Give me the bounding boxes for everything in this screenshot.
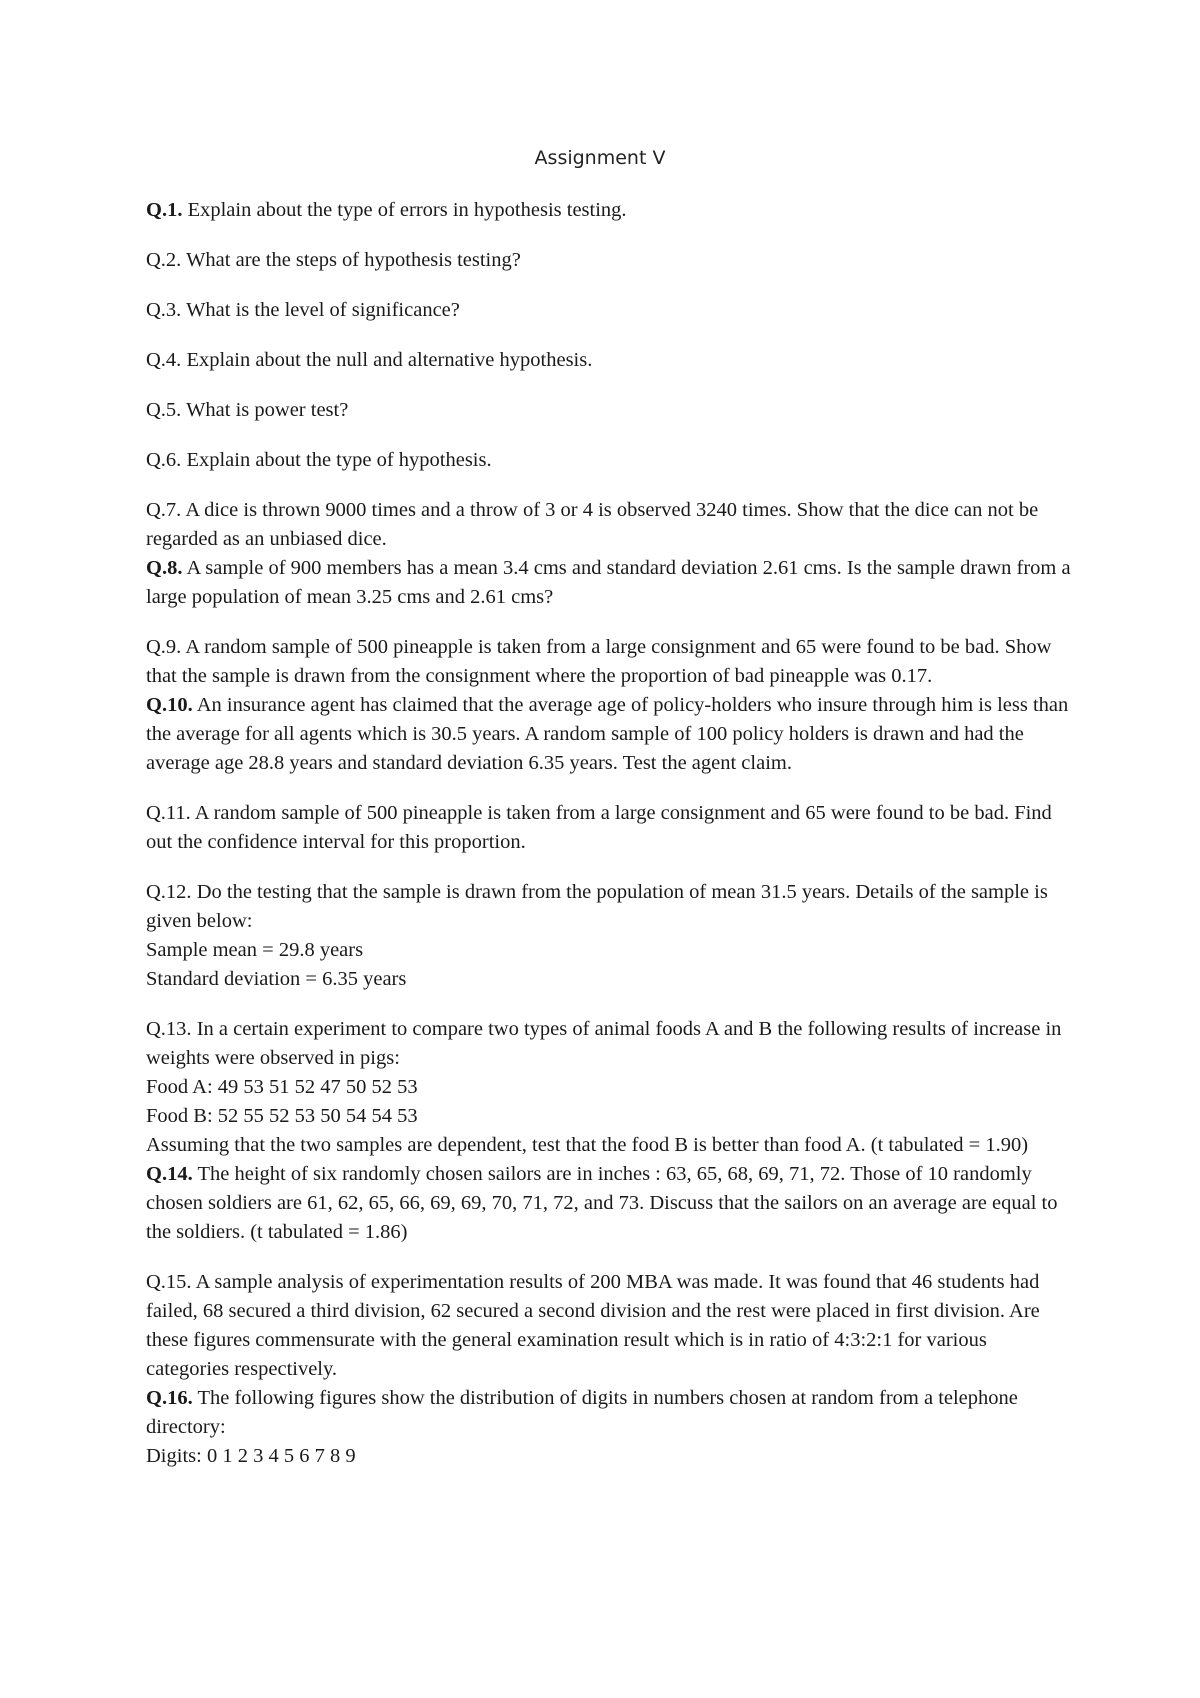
question-item [146, 878, 1071, 994]
question-item [146, 799, 1071, 857]
question-item [146, 246, 1071, 275]
question-item [146, 554, 1071, 612]
question-text: The height of six randomly chosen sailors are in inches : 63, 65, 68, 69, 71, 72. Those of 10 randomly chosen soldiers are 61, 62, 65, 66, 69, 69, 70, 71, 72, and 73. Discuss that the sailors on an average are equal to the soldiers. (t tabulated = 1.86) [146, 1163, 1058, 1243]
question-detail-line: Food B: 52 55 52 53 50 54 54 53 [146, 1105, 418, 1127]
question-text: What is the level of significance? [186, 299, 460, 321]
question-list [146, 196, 1071, 1471]
question-number: Q.13. [146, 1018, 192, 1040]
question-item [146, 496, 1071, 554]
question-detail-line: Sample mean = 29.8 years [146, 939, 364, 961]
question-number: Q.2. [146, 249, 182, 271]
question-number: Q.11. [146, 802, 191, 824]
question-text: Explain about the null and alternative hypothesis. [186, 349, 593, 371]
question-text: A sample of 900 members has a mean 3.4 cms and standard deviation 2.61 cms. Is the sample drawn from a large population of mean 3.25 cms and 2.61 cms? [146, 557, 1071, 608]
question-text: What are the steps of hypothesis testing? [186, 249, 521, 271]
question-text: Explain about the type of errors in hypothesis testing. [187, 199, 627, 221]
question-item [146, 1268, 1071, 1384]
question-number: Q.15. [146, 1271, 192, 1293]
question-item [146, 1015, 1071, 1160]
question-text: A random sample of 500 pineapple is taken from a large consignment and 65 were found to be bad. Show that the sample is drawn from the consignment where the proportion of bad pineapple was 0.17. [146, 636, 1052, 687]
question-detail-line: Standard deviation = 6.35 years [146, 968, 407, 990]
question-text: An insurance agent has claimed that the average age of policy-holders who insure through him is less than the average for all agents which is 30.5 years. A random sample of 100 policy holders is drawn and had the average age 28.8 years and standard deviation 6.35 years. Test the agent claim. [146, 694, 1069, 774]
question-text: What is power test? [186, 399, 349, 421]
question-number: Q.5. [146, 399, 182, 421]
question-text: A sample analysis of experimentation results of 200 MBA was made. It was found that 46 students had failed, 68 secured a third division, 62 secured a second division and the rest were placed in first division. Are these figures commensurate with the general examination result which is in ratio of 4:3:2:1 for various categories respectively. [146, 1271, 1040, 1380]
question-detail-line: Food A: 49 53 51 52 47 50 52 53 [146, 1076, 418, 1098]
question-number: Q.1. [146, 199, 183, 221]
question-text: A dice is thrown 9000 times and a throw of 3 or 4 is observed 3240 times. Show that the dice can not be regarded as an unbiased dice. [146, 499, 1039, 550]
question-text: Do the testing that the sample is drawn from the population of mean 31.5 years. Details of the sample is given below: [146, 881, 1048, 932]
question-item [146, 446, 1071, 475]
question-number: Q.14. [146, 1163, 193, 1185]
question-item [146, 296, 1071, 325]
question-item [146, 396, 1071, 425]
question-item [146, 196, 1071, 225]
question-item [146, 346, 1071, 375]
question-text: A random sample of 500 pineapple is taken from a large consignment and 65 were found to be bad. Find out the confidence interval for this proportion. [146, 802, 1052, 853]
question-number: Q.6. [146, 449, 182, 471]
question-text: The following figures show the distribution of digits in numbers chosen at random from a telephone directory: [146, 1387, 1018, 1438]
question-item [146, 1160, 1071, 1247]
page-title: Assignment V [534, 147, 666, 169]
question-number: Q.8. [146, 557, 183, 579]
question-number: Q.7. [146, 499, 182, 521]
question-detail-line: Assuming that the two samples are dependent, test that the food B is better than food A. (t tabulated = 1.90) [146, 1134, 1029, 1156]
question-number: Q.4. [146, 349, 182, 371]
question-text: In a certain experiment to compare two types of animal foods A and B the following results of increase in weights were observed in pigs: [146, 1018, 1062, 1069]
question-detail-line: Digits: 0 1 2 3 4 5 6 7 8 9 [146, 1445, 356, 1467]
question-number: Q.16. [146, 1387, 193, 1409]
question-item [146, 1384, 1071, 1471]
question-item [146, 633, 1071, 691]
question-item [146, 691, 1071, 778]
question-number: Q.10. [146, 694, 193, 716]
question-number: Q.12. [146, 881, 192, 903]
question-text: Explain about the type of hypothesis. [186, 449, 492, 471]
question-number: Q.3. [146, 299, 182, 321]
question-number: Q.9. [146, 636, 182, 658]
